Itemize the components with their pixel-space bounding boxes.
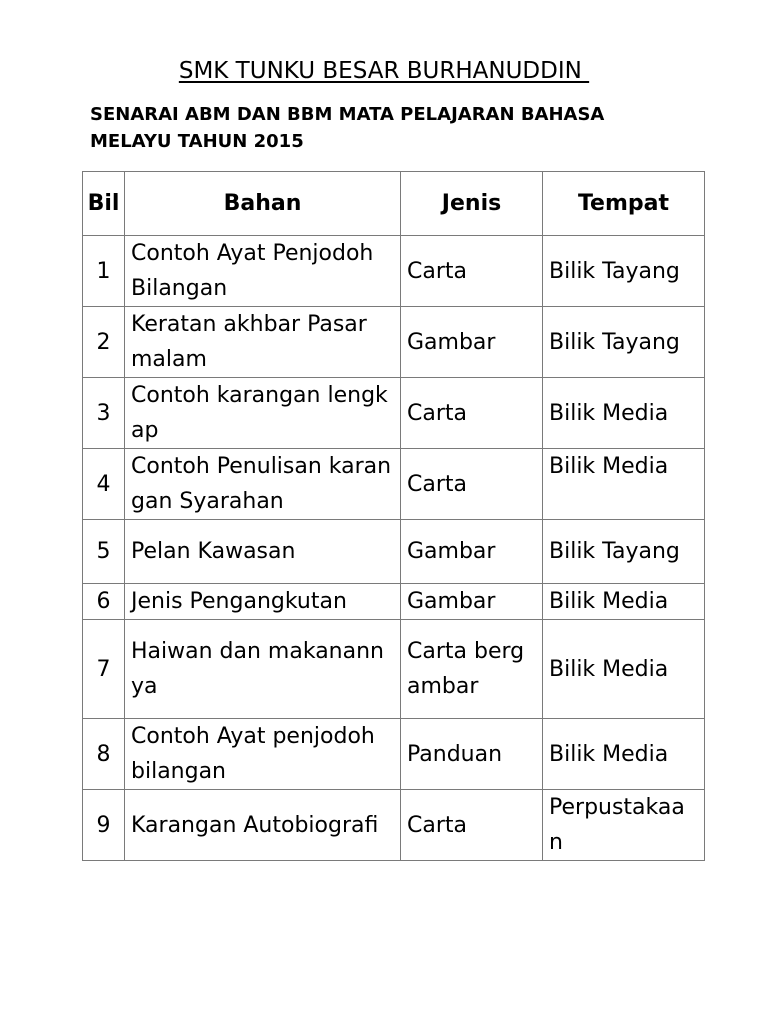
table-row bbox=[83, 620, 705, 719]
table-row bbox=[83, 236, 705, 307]
cell-bahan: Karangan Autobiografi bbox=[125, 790, 401, 861]
header-tempat: Tempat bbox=[543, 172, 705, 236]
header-jenis: Jenis bbox=[401, 172, 543, 236]
cell-tempat: Bilik Media bbox=[543, 449, 705, 520]
table-row bbox=[83, 790, 705, 861]
cell-jenis: Gambar bbox=[401, 584, 543, 620]
cell-jenis: Gambar bbox=[401, 307, 543, 378]
cell-jenis: Carta bbox=[401, 449, 543, 520]
cell-tempat: Bilik Tayang bbox=[543, 307, 705, 378]
header-bahan: Bahan bbox=[125, 172, 401, 236]
cell-bahan: Haiwan dan makanannya bbox=[125, 620, 401, 719]
cell-bil: 1 bbox=[83, 236, 125, 307]
table-row bbox=[83, 584, 705, 620]
cell-bil: 5 bbox=[83, 520, 125, 584]
cell-tempat: Bilik Media bbox=[543, 620, 705, 719]
cell-tempat: Bilik Media bbox=[543, 378, 705, 449]
document-title: SENARAI ABM DAN BBM MATA PELAJARAN BAHASA MELAYU TAHUN 2015 bbox=[90, 104, 605, 152]
cell-jenis: Gambar bbox=[401, 520, 543, 584]
table-row bbox=[83, 449, 705, 520]
table-row bbox=[83, 307, 705, 378]
cell-bil: 4 bbox=[83, 449, 125, 520]
cell-bil: 2 bbox=[83, 307, 125, 378]
table-row bbox=[83, 378, 705, 449]
table-row bbox=[83, 520, 705, 584]
header-bil: Bil bbox=[83, 172, 125, 236]
cell-bahan: Contoh Penulisan karangan Syarahan bbox=[125, 449, 401, 520]
cell-tempat: Bilik Tayang bbox=[543, 520, 705, 584]
cell-bahan: Contoh Ayat penjodoh bilangan bbox=[125, 719, 401, 790]
cell-bil: 8 bbox=[83, 719, 125, 790]
school-name: SMK TUNKU BESAR BURHANUDDIN bbox=[178, 58, 590, 84]
cell-tempat: Bilik Media bbox=[543, 584, 705, 620]
cell-bahan: Contoh Ayat Penjodoh Bilangan bbox=[125, 236, 401, 307]
cell-tempat: Bilik Media bbox=[543, 719, 705, 790]
table-header-row bbox=[83, 172, 705, 236]
cell-jenis: Panduan bbox=[401, 719, 543, 790]
abm-bbm-table bbox=[82, 171, 705, 861]
cell-bil: 9 bbox=[83, 790, 125, 861]
cell-tempat: Bilik Tayang bbox=[543, 236, 705, 307]
cell-bil: 7 bbox=[83, 620, 125, 719]
cell-bahan: Jenis Pengangkutan bbox=[125, 584, 401, 620]
cell-jenis: Carta bergambar bbox=[401, 620, 543, 719]
cell-bahan: Keratan akhbar Pasar malam bbox=[125, 307, 401, 378]
cell-tempat: Perpustakaan bbox=[543, 790, 705, 861]
table-row bbox=[83, 719, 705, 790]
cell-bil: 6 bbox=[83, 584, 125, 620]
cell-jenis: Carta bbox=[401, 378, 543, 449]
cell-jenis: Carta bbox=[401, 236, 543, 307]
cell-jenis: Carta bbox=[401, 790, 543, 861]
cell-bil: 3 bbox=[83, 378, 125, 449]
cell-bahan: Pelan Kawasan bbox=[125, 520, 401, 584]
cell-bahan: Contoh karangan lengkap bbox=[125, 378, 401, 449]
